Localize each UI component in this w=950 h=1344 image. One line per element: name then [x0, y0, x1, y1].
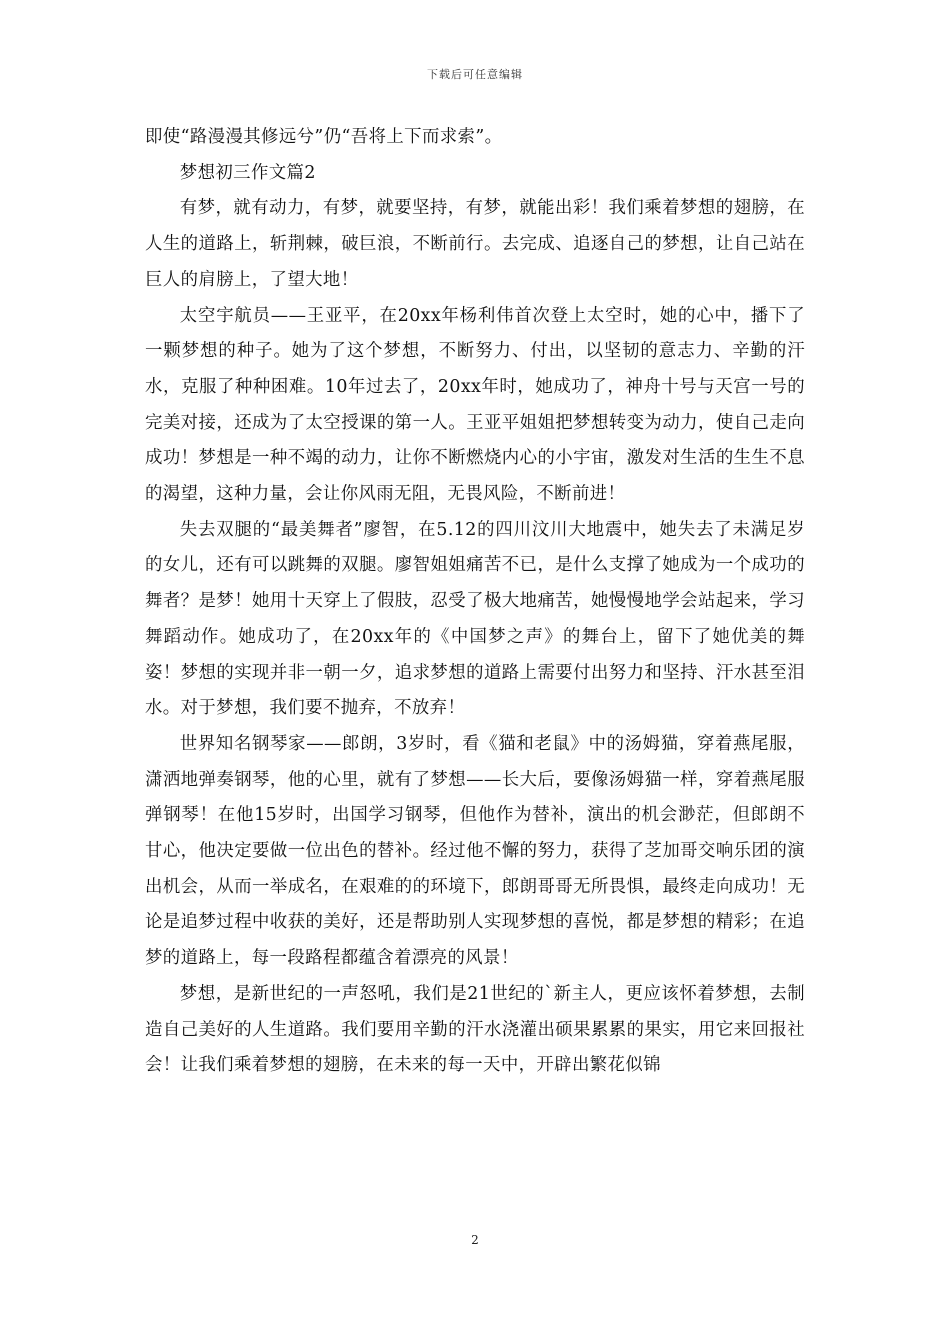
page-header-note: 下载后可任意编辑 — [427, 68, 523, 81]
paragraph-continuation: 即使“路漫漫其修远兮”仍“吾将上下而求索”。 — [145, 127, 503, 147]
paragraph: 失去双腿的“最美舞者”廖智，在5.12的四川汶川大地震中，她失去了未满足岁的女儿，还有可以跳舞的双腿。廖智姐姐痛苦不已，是什么支撑了她成为一个成功的舞者？是梦！她用十天穿上了假肢，忍受了极大地痛苦，她慢慢地学会站起来，学习舞蹈动作。她成功了，在20xx年的《中国梦之声》的舞台上，留下了她优美的舞姿！梦想的实现并非一朝一夕，追求梦想的道路上需要付出努力和坚持、汗水甚至泪水。对于梦想，我们要不抛弃，不放弃！ — [145, 519, 805, 719]
paragraph: 梦想，是新世纪的一声怒吼，我们是21世纪的`新主人，更应该怀着梦想，去制造自己美好的人生道路。我们要用辛勤的汗水浇灌出硕果累累的果实，用它来回报社会！让我们乘着梦想的翅膀，在未来的每一天中，开辟出繁花似锦 — [145, 983, 805, 1076]
page-number: 2 — [471, 1233, 479, 1247]
paragraph: 太空宇航员——王亚平，在20xx年杨利伟首次登上太空时，她的心中，播下了一颗梦想的种子。她为了这个梦想，不断努力、付出，以坚韧的意志力、辛勤的汗水，克服了种种困难。10年过去了，20xx年时，她成功了，神舟十号与天宫一号的完美对接，还成为了太空授课的第一人。王亚平姐姐把梦想转变为动力，使自己走向成功！梦想是一种不竭的动力，让你不断燃烧内心的小宇宙，激发对生活的生生不息的渴望，这种力量，会让你风雨无阻，无畏风险，不断前进！ — [145, 305, 805, 505]
paragraph: 有梦，就有动力，有梦，就要坚持，有梦，就能出彩！我们乘着梦想的翅膀，在人生的道路上，斩荆棘，破巨浪，不断前行。去完成、追逐自己的梦想，让自己站在巨人的肩膀上，了望大地！ — [145, 198, 805, 290]
document-body — [145, 120, 805, 1084]
section-heading: 梦想初三作文篇2 — [179, 162, 316, 183]
paragraph: 世界知名钢琴家——郎朗，3岁时，看《猫和老鼠》中的汤姆猫，穿着燕尾服，潇洒地弹奏钢琴，他的心里，就有了梦想——长大后，要像汤姆猫一样，穿着燕尾服弹钢琴！在他15岁时，出国学习钢琴，但他作为替补，演出的机会渺茫，但郎朗不甘心，他决定要做一位出色的替补。经过他不懈的努力，获得了芝加哥交响乐团的演出机会，从而一举成名，在艰难的的环境下，郎朗哥哥无所畏惧，最终走向成功！无论是追梦过程中收获的美好，还是帮助别人实现梦想的喜悦，都是梦想的精彩；在追梦的道路上，每一段路程都蕴含着漂亮的风景！ — [145, 733, 805, 969]
